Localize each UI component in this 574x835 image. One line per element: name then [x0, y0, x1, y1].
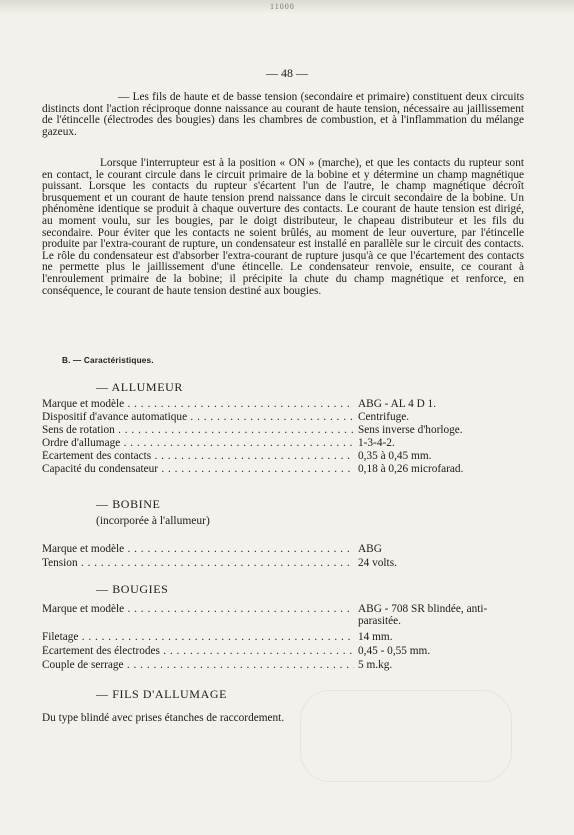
section-title: B. — Caractéristiques.	[62, 356, 154, 365]
spec-label: Ordre d'allumage . . .	[42, 437, 354, 449]
spec-row	[42, 437, 532, 451]
header-code: 11000	[270, 2, 295, 11]
show-through-drawing	[300, 690, 512, 782]
spec-label: Couple de serrage . . .	[42, 659, 354, 671]
spec-row	[42, 659, 532, 673]
spec-label: Capacité du condensateur . . .	[42, 463, 354, 475]
fils-heading: — FILS D'ALLUMAGE	[96, 687, 228, 701]
spec-row	[42, 557, 532, 571]
spec-row	[42, 424, 532, 438]
paragraph-1: — Les fils de haute et de basse tension (secondaire et primaire) constituent deux circuits distincts dont l'action réciproque donne naissance au courant de haute tension, nécessaire au jaillissement de l'étincelle (électrodes des bougies) dans les chambres de combustion, et à l'inflammation du mélange gazeux.	[42, 91, 524, 138]
spec-row	[42, 645, 532, 659]
spec-row	[42, 450, 532, 464]
spec-label: Tension . . .	[42, 557, 354, 569]
bobine-note: (incorporée à l'allumeur)	[96, 515, 210, 527]
spec-label: Marque et modèle . . .	[42, 543, 354, 555]
spec-row	[42, 543, 532, 557]
spec-row	[42, 411, 532, 425]
spec-value: Centrifuge.	[358, 411, 410, 423]
spec-value: 24 volts.	[358, 557, 397, 569]
spec-label: Filetage . . .	[42, 631, 354, 643]
spec-label: Dispositif d'avance automatique . . .	[42, 411, 354, 423]
page-number: — 48 —	[266, 66, 308, 80]
spec-value: 0,18 à 0,26 microfarad.	[358, 463, 464, 475]
spec-value: 14 mm.	[358, 631, 393, 643]
spec-value: ABG - AL 4 D 1.	[358, 398, 437, 410]
spec-value: 0,35 à 0,45 mm.	[358, 450, 432, 462]
spec-label: Sens de rotation . . .	[42, 424, 354, 436]
spec-value: ABG - 708 SR blindée, anti-	[358, 603, 488, 615]
bougies-heading: — BOUGIES	[96, 582, 169, 596]
spec-row	[42, 463, 532, 477]
fils-description: Du type blindé avec prises étanches de raccordement.	[42, 712, 285, 724]
spec-value: ABG	[358, 543, 382, 555]
spec-label: Écartement des contacts . . .	[42, 450, 354, 462]
spec-label: Marque et modèle . . .	[42, 603, 354, 615]
paragraph-2: Lorsque l'interrupteur est à la position « ON » (marche), et que les contacts du rupteur sont en contact, le courant circule dans le circuit primaire de la bobine et y détermine un champ magnétique puissant. Lorsque les contacts du rupteur s'écartent l'un de l'autre, le champ magnétique décroît brusquement et un courant de haute tension prend naissance dans le circuit secondaire de la bobine. Un phénomène identique se produit à chaque ouverture des contacts. Le courant de haute tension est dirigé, au moment voulu, sur les bougies, par le doigt distributeur, le chapeau distributeur et les fils du secondaire. Pour éviter que les contacts ne soient brûlés, au moment de leur ouverture, par l'étincelle produite par l'extra-courant de rupture, un condensateur est installé en parallèle sur le circuit des contacts. Le rôle du condensateur est d'absorber l'extra-courant de rupture jusqu'à ce que l'écartement des contacts ne permette plus le jaillissement d'une étincelle. Le condensateur renvoie, ensuite, ce courant à l'enroulement primaire de la bobine; il précipite la chute du champ magnétique et renforce, en conséquence, le courant de haute tension destiné aux bougies.	[42, 157, 524, 297]
spec-row	[42, 631, 532, 645]
spec-label: Écartement des électrodes . . .	[42, 645, 354, 657]
allumeur-heading: — ALLUMEUR	[96, 380, 183, 394]
spec-value-continued: parasitée.	[358, 615, 401, 627]
spec-row	[42, 398, 532, 412]
spec-value: 0,45 - 0,55 mm.	[358, 645, 431, 657]
spec-value: 1-3-4-2.	[358, 437, 395, 449]
spec-value: 5 m.kg.	[358, 659, 393, 671]
spec-row	[42, 603, 532, 629]
bobine-heading: — BOBINE	[96, 497, 161, 511]
spec-value: Sens inverse d'horloge.	[358, 424, 463, 436]
spec-label: Marque et modèle . . .	[42, 398, 354, 410]
